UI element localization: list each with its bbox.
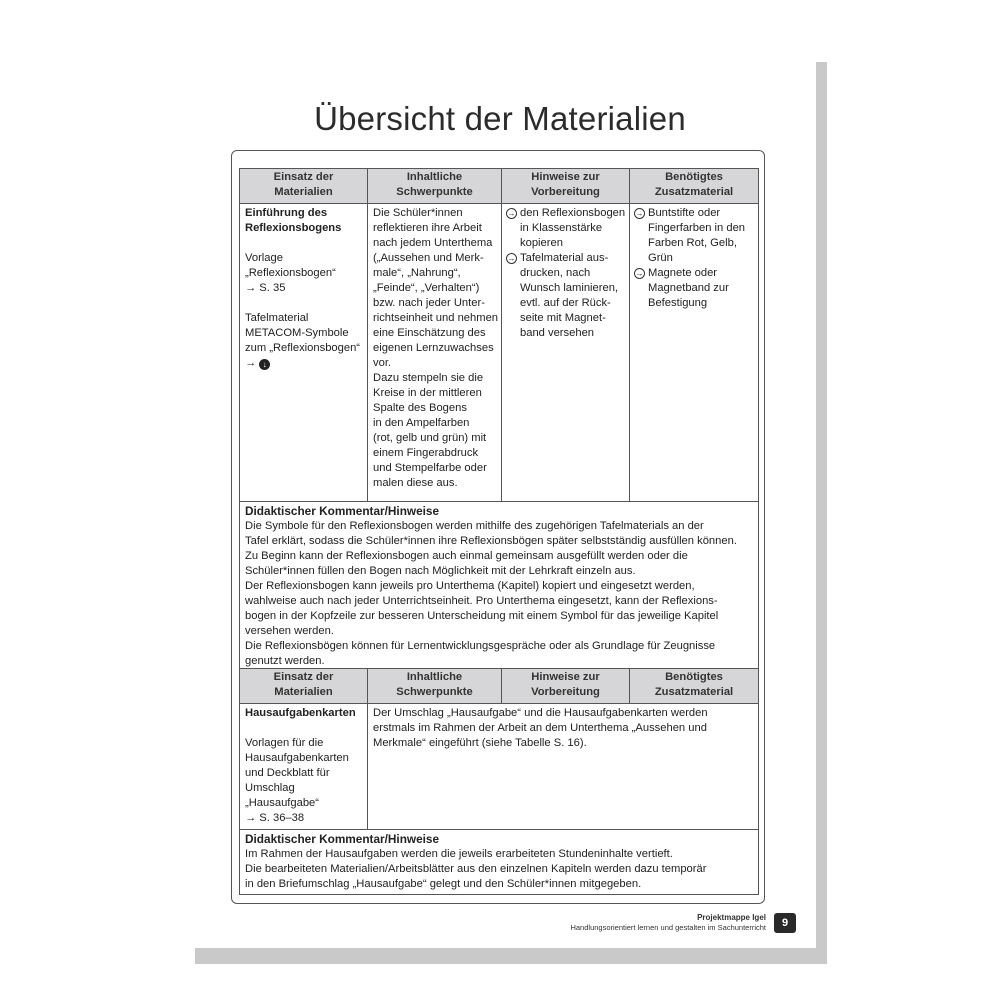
content-line: erstmals im Rahmen der Arbeit an dem Unterthema „Aussehen und bbox=[373, 722, 707, 734]
content-line: („Aussehen und Merk- bbox=[373, 252, 484, 264]
content-line: Merkmale“ eingeführt (siehe Tabelle S. 16). bbox=[373, 737, 587, 749]
content-line: eigenen Lernzuwachses bbox=[373, 342, 494, 354]
list-item-line: Wunsch laminieren, bbox=[520, 282, 619, 294]
list-item-line: evtl. auf der Rück- bbox=[520, 297, 611, 309]
table-row bbox=[240, 704, 759, 830]
arrow-circle-icon: → bbox=[507, 209, 516, 218]
list-item bbox=[635, 266, 753, 311]
content-line: vor. bbox=[373, 357, 392, 369]
content-line: Dazu stempeln sie die bbox=[373, 372, 484, 384]
comment-title: Didaktischer Kommentar/Hinweise bbox=[245, 504, 440, 518]
cell-einsatz bbox=[240, 204, 368, 502]
cell-einsatz bbox=[240, 704, 368, 830]
content-line: reflektieren ihre Arbeit bbox=[373, 222, 482, 234]
comment-cell bbox=[240, 830, 759, 895]
content-line: malen diese aus. bbox=[373, 477, 458, 489]
content-line: male“, „Nahrung“, bbox=[373, 267, 461, 279]
header-vorbereitung: Hinweise zur Vorbereitung bbox=[502, 169, 630, 204]
content-line: Die Schüler*innen bbox=[373, 207, 463, 219]
comment-line: in den Briefumschlag „Hausaufgabe“ gelegt und den Schüler*innen mitgegeben. bbox=[245, 878, 642, 890]
header-einsatz: Einsatz der Materialien bbox=[240, 669, 368, 704]
list-item-line: den Reflexionsbogen bbox=[520, 207, 626, 219]
material-line: „Hausaufgabe“ bbox=[245, 797, 320, 809]
content-line: bzw. nach jeder Unter- bbox=[373, 297, 485, 309]
page-reference: → S. 35 bbox=[245, 282, 286, 294]
footer-subtitle: Handlungsorientiert lernen und gestalten im Sachunterricht bbox=[570, 923, 766, 932]
list-item-line: Farben Rot, Gelb, bbox=[648, 237, 737, 249]
list-item-line: in Klassenstärke bbox=[520, 222, 603, 234]
page-number: 9 bbox=[774, 913, 796, 933]
comment-line: Die bearbeiteten Materialien/Arbeitsblätter aus den einzelnen Kapiteln werden dazu temporär bbox=[245, 863, 707, 875]
material-line: und Deckblatt für bbox=[245, 767, 330, 779]
material-line: „Reflexionsbogen“ bbox=[245, 267, 336, 279]
comment-row bbox=[240, 502, 759, 672]
comment-line: Schüler*innen füllen den Bogen nach Möglichkeit mit der Lehrkraft einzeln aus. bbox=[245, 565, 636, 577]
header-zusatzmaterial: Benötigtes Zusatzmaterial bbox=[630, 669, 759, 704]
content-line: Der Umschlag „Hausaufgabe“ und die Hausaufgabenkarten werden bbox=[373, 707, 708, 719]
header-schwerpunkte: Inhaltliche Schwerpunkte bbox=[368, 169, 502, 204]
table-row bbox=[240, 204, 759, 502]
content-line: (rot, gelb und grün) mit bbox=[373, 432, 487, 444]
content-line: Kreise in der mittleren bbox=[373, 387, 482, 399]
material-lines bbox=[245, 736, 362, 826]
list-item bbox=[635, 206, 753, 266]
material-line: METACOM-Symbole bbox=[245, 327, 349, 339]
comment-line: Die Symbole für den Reflexionsbogen werden mithilfe des zugehörigen Tafelmaterials an der bbox=[245, 520, 704, 532]
cell-vorbereitung bbox=[502, 204, 630, 502]
material-line: Hausaufgabenkarten bbox=[245, 752, 349, 764]
arrow-circle-icon: → bbox=[635, 209, 644, 218]
comment-line: bogen in der Kopfzeile zur besseren Unterscheidung mit einem Symbol für das jeweilige Kapitel bbox=[245, 610, 719, 622]
comment-text bbox=[245, 519, 753, 669]
material-title: Einführung des bbox=[245, 207, 328, 219]
footer-brand: Projektmappe Igel bbox=[697, 913, 766, 922]
list-item bbox=[507, 206, 624, 251]
list-item bbox=[507, 251, 624, 341]
comment-line: Die Reflexionsbögen können für Lernentwicklungsgespräche oder als Grundlage für Zeugnisse bbox=[245, 640, 716, 652]
comment-line: Zu Beginn kann der Reflexionsbogen auch einmal gemeinsam ausgefüllt werden oder die bbox=[245, 550, 688, 562]
content-line: nach jedem Unterthema bbox=[373, 237, 493, 249]
arrow-circle-icon: → bbox=[507, 254, 516, 263]
list-item-line: drucken, nach bbox=[520, 267, 591, 279]
materials-table-1 bbox=[239, 168, 759, 672]
content-line: und Stempelfarbe oder bbox=[373, 462, 487, 474]
material-line: Vorlagen für die bbox=[245, 737, 324, 749]
list-item-line: Magnetband zur bbox=[648, 282, 729, 294]
list-item-line: Buntstifte oder bbox=[648, 207, 721, 219]
list-item-line: kopieren bbox=[520, 237, 563, 249]
document-page bbox=[184, 52, 816, 948]
header-vorbereitung: Hinweise zur Vorbereitung bbox=[502, 669, 630, 704]
material-title: Hausaufgabenkarten bbox=[245, 707, 356, 719]
arrow: → bbox=[245, 357, 257, 369]
comment-cell bbox=[240, 502, 759, 672]
content-line: Spalte des Bogens bbox=[373, 402, 467, 414]
cell-content bbox=[368, 704, 759, 830]
download-reference bbox=[245, 356, 362, 371]
comment-title: Didaktischer Kommentar/Hinweise bbox=[245, 832, 440, 846]
list-item-line: seite mit Magnet- bbox=[520, 312, 606, 324]
material-line: → S. 36–38 bbox=[245, 812, 305, 824]
content-line: eine Einschätzung des bbox=[373, 327, 486, 339]
material-title: Reflexionsbogens bbox=[245, 222, 342, 234]
arrow-circle-icon: → bbox=[635, 269, 644, 278]
comment-line: Tafel erklärt, sodass die Schüler*innen ihre Reflexionsbögen später selbstständig ausfüllen können. bbox=[245, 535, 737, 547]
header-zusatzmaterial: Benötigtes Zusatzmaterial bbox=[630, 169, 759, 204]
download-icon: ↓ bbox=[259, 359, 270, 370]
page-title: Übersicht der Materialien bbox=[314, 100, 686, 137]
comment-text bbox=[245, 847, 753, 892]
comment-line: genutzt werden. bbox=[245, 655, 325, 667]
material-line: Umschlag bbox=[245, 782, 295, 794]
list-item-line: Fingerfarben in den bbox=[648, 222, 746, 234]
list-item-line: Grün bbox=[648, 252, 673, 264]
list-item-line: Tafelmaterial aus- bbox=[520, 252, 609, 264]
table-header-row bbox=[240, 169, 759, 204]
table-header-row bbox=[240, 669, 759, 704]
header-schwerpunkte: Inhaltliche Schwerpunkte bbox=[368, 669, 502, 704]
materials-table-2 bbox=[239, 668, 759, 895]
cell-schwerpunkte bbox=[368, 204, 502, 502]
content-line: „Feinde“, „Verhalten“) bbox=[373, 282, 480, 294]
material-line: Tafelmaterial bbox=[245, 312, 309, 324]
cell-zusatzmaterial bbox=[630, 204, 759, 502]
comment-line: wahlweise auch nach jeder Unterrichtseinheit. Pro Unterthema eingesetzt, kann der Reflexions- bbox=[245, 595, 718, 607]
list-item-line: band versehen bbox=[520, 327, 595, 339]
material-line: Vorlage bbox=[245, 252, 283, 264]
material-line: zum „Reflexionsbogen“ bbox=[245, 342, 361, 354]
list-item-line: Magnete oder bbox=[648, 267, 718, 279]
content-line: in den Ampelfarben bbox=[373, 417, 470, 429]
comment-line: versehen werden. bbox=[245, 625, 334, 637]
footer bbox=[570, 913, 766, 933]
content-line: einem Fingerabdruck bbox=[373, 447, 479, 459]
comment-line: Der Reflexionsbogen kann jeweils pro Unterthema (Kapitel) kopiert und eingesetzt werden, bbox=[245, 580, 695, 592]
comment-line: Im Rahmen der Hausaufgaben werden die jeweils erarbeiteten Stundeninhalte vertieft. bbox=[245, 848, 673, 860]
list-item-line: Befestigung bbox=[648, 297, 708, 309]
content-line: richtseinheit und nehmen bbox=[373, 312, 499, 324]
comment-row bbox=[240, 830, 759, 895]
header-einsatz: Einsatz der Materialien bbox=[240, 169, 368, 204]
